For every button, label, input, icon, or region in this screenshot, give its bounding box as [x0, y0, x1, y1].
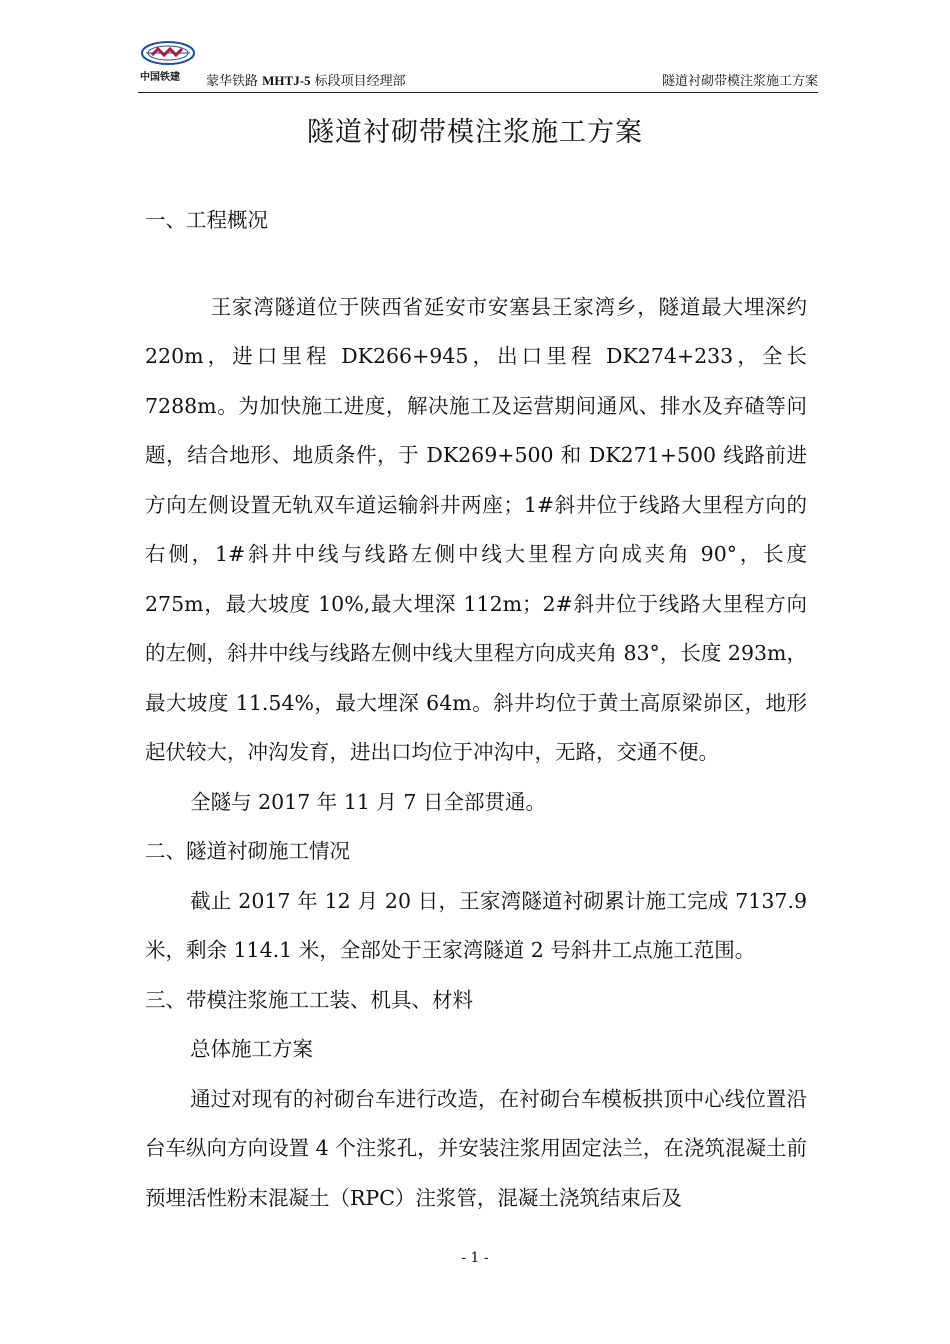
header-organization	[206, 70, 406, 89]
header-org-code: MHTJ-5	[262, 73, 311, 88]
header-org-prefix: 蒙华铁路	[206, 74, 263, 89]
body-paragraph: 全隧与 2017 年 11 月 7 日全部贯通。	[190, 789, 546, 814]
crcc-logo	[138, 40, 198, 90]
page-header	[138, 40, 818, 93]
document-body	[145, 196, 807, 1223]
header-doc-title: 隧道衬砌带模注浆施工方案	[661, 74, 818, 89]
body-paragraph: 王家湾隧道位于陕西省延安市安塞县王家湾乡，隧道最大埋深约 220m，进口里程 DK266+945，出口里程 DK274+233，全长 7288m。为加快施工进度，解决施工及运营期间通风、排水及弃碴等问题，结合地形、地质条件，于 DK269+500 和 DK271+500 线路前进方向左侧设置无轨双车道运输斜井两座；1#斜井位于线路大里程方向的右侧，1#斜井中线与线路左侧中线大里程方向成夹角 90°，长度 275m，最大坡度 10%,最大埋深 112m；2#斜井位于线路大里程方向的左侧，斜井中线与线路左侧中线大里程方向成夹角 83°，长度 293m，最大坡度 11.54%，最大埋深 64m。斜井均位于黄土高原梁峁区，地形起伏较大，冲沟发育，进出口均位于冲沟中，无路，交通不便。	[145, 294, 807, 764]
section-heading: 一、工程概况	[145, 208, 268, 232]
logo-text: 中国铁建	[140, 72, 180, 83]
body-paragraph: 通过对现有的衬砌台车进行改造，在衬砌台车模板拱顶中心线位置沿台车纵向方向设置 4 个注浆孔，并安装注浆用固定法兰，在浇筑混凝土前预埋活性粉末混凝土（RPC）注浆管，混凝土浇筑结束后及	[145, 1086, 807, 1210]
crcc-emblem-icon	[138, 40, 198, 70]
document-title: 隧道衬砌带模注浆施工方案	[307, 117, 643, 148]
section-heading: 三、带模注浆施工工装、机具、材料	[145, 987, 473, 1012]
page-number: - 1 -	[461, 1250, 489, 1266]
header-org-suffix: 标段项目经理部	[310, 74, 406, 89]
body-paragraph: 截止 2017 年 12 月 20 日，王家湾隧道衬砌累计施工完成 7137.9 米，剩余 114.1 米，全部处于王家湾隧道 2 号斜井工点施工范围。	[145, 888, 807, 962]
subsection-heading: 总体施工方案	[190, 1037, 313, 1061]
section-heading: 二、隧道衬砌施工情况	[145, 839, 350, 863]
